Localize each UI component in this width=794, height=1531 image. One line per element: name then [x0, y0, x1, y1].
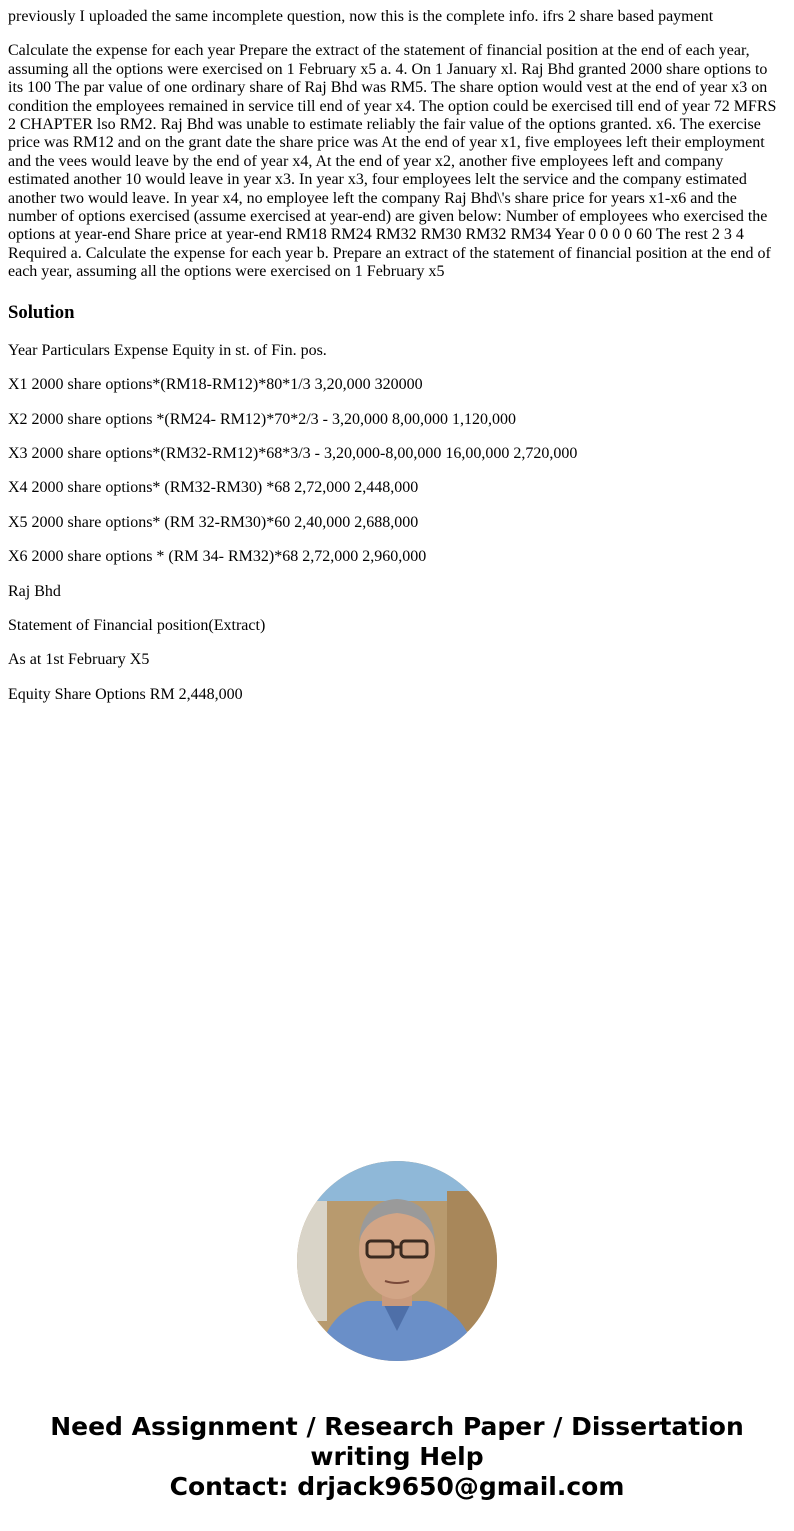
solution-line: Statement of Financial position(Extract)	[8, 616, 266, 634]
banner-line: Need Assignment / Research Paper / Dissertation	[50, 1412, 744, 1441]
solution-heading: Solution	[8, 301, 75, 323]
solution-line: As at 1st February X5	[8, 651, 150, 669]
contact-email: Contact: drjack9650@gmail.com	[169, 1472, 625, 1501]
contact-banner	[0, 1412, 794, 1502]
solution-line: X5 2000 share options* (RM 32-RM30)*60 2,40,000 2,688,000	[8, 513, 419, 531]
solution-line: Equity Share Options RM 2,448,000	[8, 685, 243, 703]
solution-line: X4 2000 share options* (RM32-RM30) *68 2,72,000 2,448,000	[8, 479, 419, 497]
question-body: Calculate the expense for each year Prepare the extract of the statement of financial position at the end of each year, assuming all the options were exercised on 1 February x5 a. 4. On 1 January xl. Raj Bhd granted 2000 share options to its 100 The par value of one ordinary share of Raj Bhd was RM5. The share option would vest at the end of year x3 on condition the employees remained in service till end of year x4. The option could be exercised till end of year 72 MFRS 2 CHAPTER lso RM2. Raj Bhd was unable to estimate reliably the fair value of the options granted. x6. The exercise price was RM12 and on the grant date the share price was At the end of year x1, five employees left their employment and the vees would leave by the end of year x4, At the end of year x2, another five employees left and company estimated another 10 would leave in year x3. In year x3, four employees lelt the service and the company estimated another two would leave. In year x4, no employee left the company Raj Bhd\'s share price for years x1-x6 and the number of options exercised (assume exercised at year-end) are given below: Number of employees who exercised the options at year-end Share price at year-end RM18 RM24 RM32 RM30 RM32 RM34 Year 0 0 0 0 60 The rest 2 3 4 Required a. Calculate the expense for each year b. Prepare an extract of the statement of financial position at the end of each year, assuming all the options were exercised on 1 February x5	[8, 42, 777, 281]
banner-line: writing Help	[310, 1442, 484, 1471]
question-intro: previously I uploaded the same incomplete question, now this is the complete info. ifrs 2 share based payment	[8, 8, 714, 25]
solution-line: Raj Bhd	[8, 582, 61, 600]
document	[0, 8, 794, 704]
solution-line: X3 2000 share options*(RM32-RM12)*68*3/3 - 3,20,000-8,00,000 16,00,000 2,720,000	[8, 444, 578, 462]
solution-line: X6 2000 share options * (RM 34- RM32)*68 2,72,000 2,960,000	[8, 548, 427, 566]
solution-line: X1 2000 share options*(RM18-RM12)*80*1/3 3,20,000 320000	[8, 376, 423, 394]
solution-line: X2 2000 share options *(RM24- RM12)*70*2/3 - 3,20,000 8,00,000 1,120,000	[8, 410, 516, 428]
author-avatar	[297, 1161, 497, 1361]
solution-line: Year Particulars Expense Equity in st. of Fin. pos.	[8, 341, 327, 359]
